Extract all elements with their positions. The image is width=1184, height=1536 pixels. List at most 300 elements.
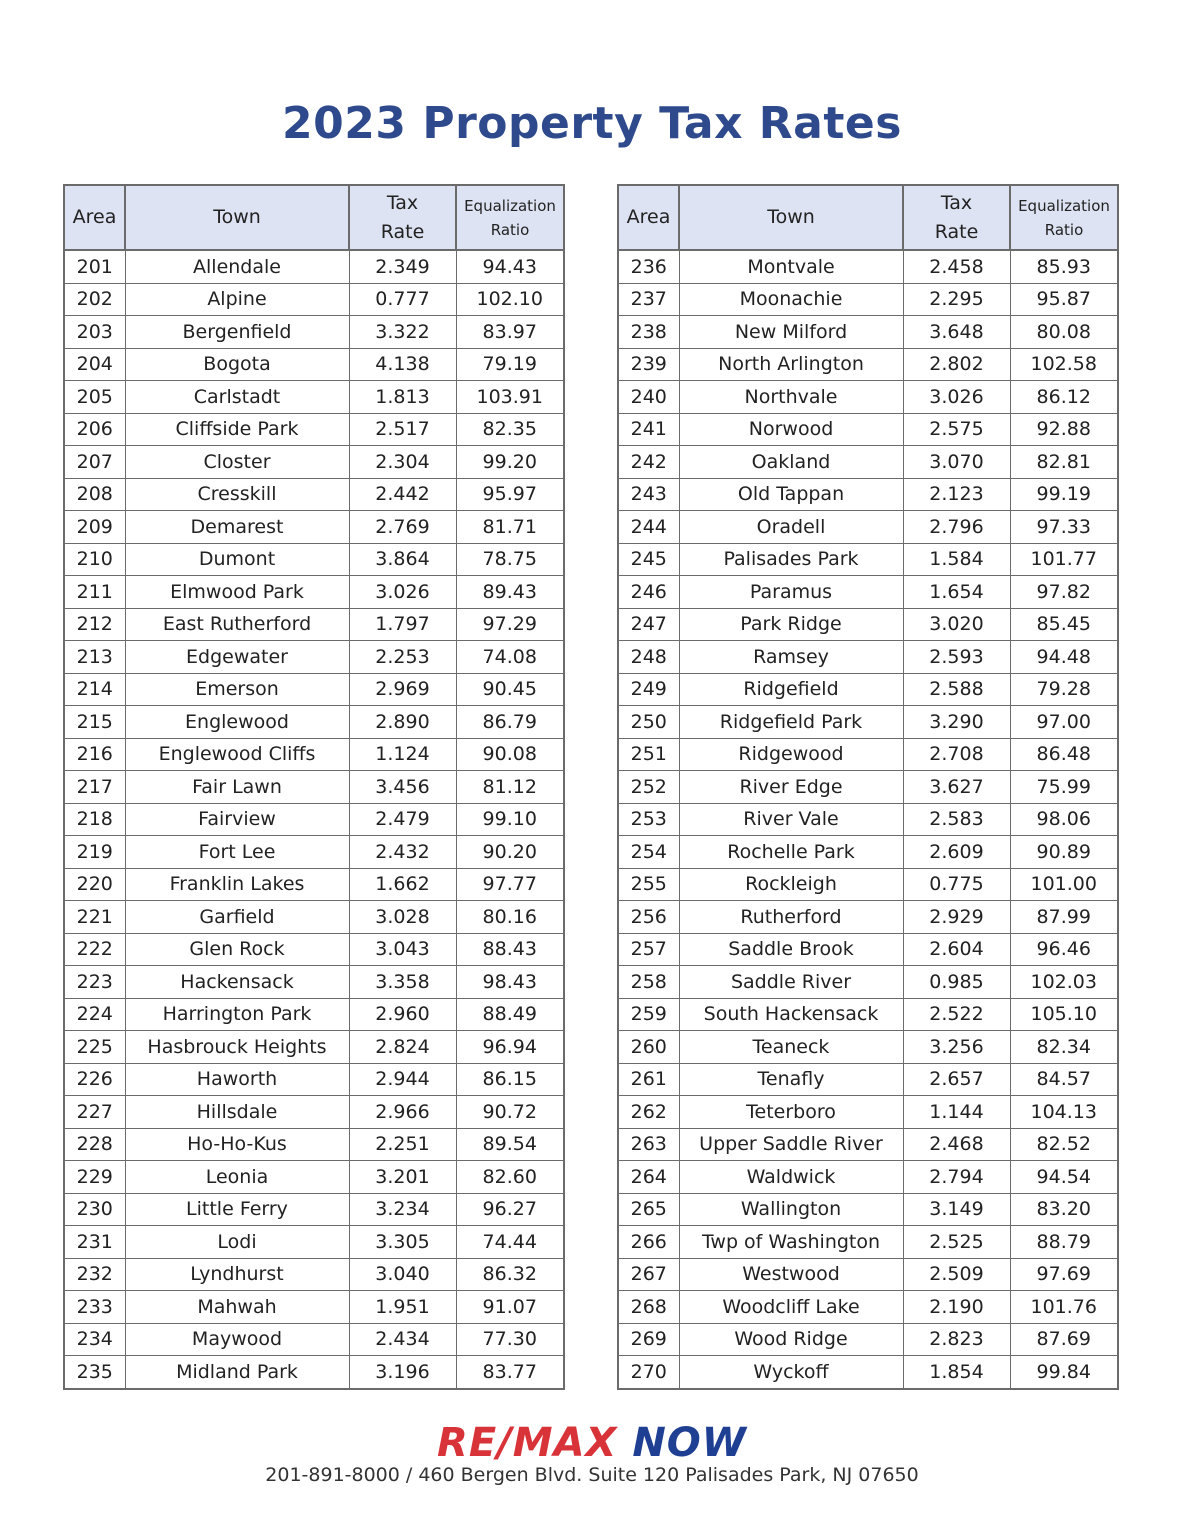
cell-area: 226 bbox=[64, 1063, 125, 1096]
cell-tax-rate: 2.295 bbox=[903, 283, 1010, 316]
cell-town: Fort Lee bbox=[125, 836, 349, 869]
cell-equalization-ratio: 85.45 bbox=[1010, 608, 1118, 641]
cell-area: 244 bbox=[618, 511, 679, 544]
header-equalization-ratio bbox=[1010, 185, 1118, 250]
cell-town: Maywood bbox=[125, 1323, 349, 1356]
cell-town: Oradell bbox=[679, 511, 903, 544]
table-row bbox=[618, 543, 1118, 576]
header-area: Area bbox=[64, 185, 125, 250]
cell-equalization-ratio: 74.44 bbox=[456, 1226, 564, 1259]
cell-equalization-ratio: 90.20 bbox=[456, 836, 564, 869]
cell-town: New Milford bbox=[679, 316, 903, 349]
cell-equalization-ratio: 94.43 bbox=[456, 250, 564, 283]
table-row bbox=[618, 1096, 1118, 1129]
cell-area: 231 bbox=[64, 1226, 125, 1259]
table-row bbox=[64, 1291, 564, 1324]
cell-area: 217 bbox=[64, 771, 125, 804]
cell-equalization-ratio: 101.77 bbox=[1010, 543, 1118, 576]
table-row bbox=[64, 771, 564, 804]
cell-equalization-ratio: 88.79 bbox=[1010, 1226, 1118, 1259]
table-row bbox=[64, 608, 564, 641]
cell-equalization-ratio: 98.43 bbox=[456, 966, 564, 999]
table-row bbox=[618, 1258, 1118, 1291]
cell-equalization-ratio: 82.81 bbox=[1010, 446, 1118, 479]
cell-equalization-ratio: 81.12 bbox=[456, 771, 564, 804]
cell-equalization-ratio: 80.16 bbox=[456, 901, 564, 934]
cell-equalization-ratio: 86.15 bbox=[456, 1063, 564, 1096]
table-row bbox=[64, 1128, 564, 1161]
table-row bbox=[618, 641, 1118, 674]
cell-town: Rutherford bbox=[679, 901, 903, 934]
cell-equalization-ratio: 96.46 bbox=[1010, 933, 1118, 966]
cell-town: Englewood bbox=[125, 706, 349, 739]
cell-town: Englewood Cliffs bbox=[125, 738, 349, 771]
cell-town: Westwood bbox=[679, 1258, 903, 1291]
cell-area: 270 bbox=[618, 1356, 679, 1389]
table-row bbox=[64, 1193, 564, 1226]
header-eq-line2: Ratio bbox=[1044, 220, 1084, 239]
table-row bbox=[618, 1031, 1118, 1064]
cell-area: 259 bbox=[618, 998, 679, 1031]
cell-tax-rate: 3.201 bbox=[349, 1161, 456, 1194]
table-row bbox=[618, 316, 1118, 349]
cell-tax-rate: 3.648 bbox=[903, 316, 1010, 349]
cell-town: Edgewater bbox=[125, 641, 349, 674]
cell-area: 243 bbox=[618, 478, 679, 511]
cell-equalization-ratio: 90.08 bbox=[456, 738, 564, 771]
header-tax-rate-line1: Tax bbox=[940, 191, 973, 214]
cell-equalization-ratio: 82.35 bbox=[456, 413, 564, 446]
cell-tax-rate: 4.138 bbox=[349, 348, 456, 381]
table-row bbox=[64, 1031, 564, 1064]
cell-equalization-ratio: 94.48 bbox=[1010, 641, 1118, 674]
cell-equalization-ratio: 102.03 bbox=[1010, 966, 1118, 999]
cell-area: 232 bbox=[64, 1258, 125, 1291]
table-row bbox=[618, 868, 1118, 901]
cell-town: River Vale bbox=[679, 803, 903, 836]
cell-area: 235 bbox=[64, 1356, 125, 1389]
table-row bbox=[64, 836, 564, 869]
table-row bbox=[618, 673, 1118, 706]
cell-town: Hillsdale bbox=[125, 1096, 349, 1129]
cell-tax-rate: 2.657 bbox=[903, 1063, 1010, 1096]
cell-area: 204 bbox=[64, 348, 125, 381]
cell-equalization-ratio: 99.84 bbox=[1010, 1356, 1118, 1389]
cell-equalization-ratio: 96.27 bbox=[456, 1193, 564, 1226]
cell-area: 222 bbox=[64, 933, 125, 966]
cell-tax-rate: 2.794 bbox=[903, 1161, 1010, 1194]
cell-town: Woodcliff Lake bbox=[679, 1291, 903, 1324]
cell-area: 227 bbox=[64, 1096, 125, 1129]
cell-tax-rate: 3.456 bbox=[349, 771, 456, 804]
cell-town: Teterboro bbox=[679, 1096, 903, 1129]
cell-area: 224 bbox=[64, 998, 125, 1031]
table-row bbox=[618, 250, 1118, 283]
cell-town: Allendale bbox=[125, 250, 349, 283]
cell-town: Lodi bbox=[125, 1226, 349, 1259]
cell-tax-rate: 1.951 bbox=[349, 1291, 456, 1324]
page-title: 2023 Property Tax Rates bbox=[282, 98, 902, 149]
cell-town: South Hackensack bbox=[679, 998, 903, 1031]
cell-area: 219 bbox=[64, 836, 125, 869]
cell-town: Mahwah bbox=[125, 1291, 349, 1324]
table-row bbox=[618, 446, 1118, 479]
table-row bbox=[618, 1356, 1118, 1389]
cell-tax-rate: 2.769 bbox=[349, 511, 456, 544]
table-row bbox=[64, 706, 564, 739]
cell-area: 225 bbox=[64, 1031, 125, 1064]
cell-town: Harrington Park bbox=[125, 998, 349, 1031]
cell-tax-rate: 3.234 bbox=[349, 1193, 456, 1226]
cell-tax-rate: 3.026 bbox=[903, 381, 1010, 414]
tax-table-left bbox=[63, 184, 565, 1390]
cell-equalization-ratio: 90.72 bbox=[456, 1096, 564, 1129]
cell-area: 215 bbox=[64, 706, 125, 739]
cell-area: 258 bbox=[618, 966, 679, 999]
cell-town: Bogota bbox=[125, 348, 349, 381]
cell-town: Midland Park bbox=[125, 1356, 349, 1389]
cell-tax-rate: 2.479 bbox=[349, 803, 456, 836]
cell-area: 210 bbox=[64, 543, 125, 576]
cell-town: Rockleigh bbox=[679, 868, 903, 901]
table-row bbox=[64, 803, 564, 836]
cell-town: Glen Rock bbox=[125, 933, 349, 966]
cell-town: Ho-Ho-Kus bbox=[125, 1128, 349, 1161]
cell-tax-rate: 2.468 bbox=[903, 1128, 1010, 1161]
cell-tax-rate: 1.662 bbox=[349, 868, 456, 901]
cell-town: Palisades Park bbox=[679, 543, 903, 576]
cell-tax-rate: 2.123 bbox=[903, 478, 1010, 511]
cell-tax-rate: 2.609 bbox=[903, 836, 1010, 869]
cell-equalization-ratio: 99.20 bbox=[456, 446, 564, 479]
cell-equalization-ratio: 105.10 bbox=[1010, 998, 1118, 1031]
cell-equalization-ratio: 101.00 bbox=[1010, 868, 1118, 901]
header-eq-line1: Equalization bbox=[1018, 196, 1110, 215]
cell-area: 238 bbox=[618, 316, 679, 349]
table-row bbox=[618, 478, 1118, 511]
cell-area: 256 bbox=[618, 901, 679, 934]
cell-equalization-ratio: 81.71 bbox=[456, 511, 564, 544]
cell-tax-rate: 2.969 bbox=[349, 673, 456, 706]
cell-town: Oakland bbox=[679, 446, 903, 479]
cell-area: 221 bbox=[64, 901, 125, 934]
table-row bbox=[618, 901, 1118, 934]
cell-equalization-ratio: 87.69 bbox=[1010, 1323, 1118, 1356]
table-row bbox=[64, 673, 564, 706]
cell-town: Elmwood Park bbox=[125, 576, 349, 609]
cell-tax-rate: 2.253 bbox=[349, 641, 456, 674]
table-row bbox=[618, 608, 1118, 641]
cell-area: 229 bbox=[64, 1161, 125, 1194]
cell-town: Alpine bbox=[125, 283, 349, 316]
table-row bbox=[64, 316, 564, 349]
cell-equalization-ratio: 90.89 bbox=[1010, 836, 1118, 869]
cell-town: Moonachie bbox=[679, 283, 903, 316]
cell-equalization-ratio: 89.43 bbox=[456, 576, 564, 609]
cell-town: East Rutherford bbox=[125, 608, 349, 641]
cell-equalization-ratio: 92.88 bbox=[1010, 413, 1118, 446]
cell-area: 249 bbox=[618, 673, 679, 706]
cell-area: 211 bbox=[64, 576, 125, 609]
cell-equalization-ratio: 86.48 bbox=[1010, 738, 1118, 771]
cell-town: Northvale bbox=[679, 381, 903, 414]
cell-equalization-ratio: 99.10 bbox=[456, 803, 564, 836]
table-row bbox=[618, 803, 1118, 836]
cell-equalization-ratio: 102.58 bbox=[1010, 348, 1118, 381]
cell-area: 213 bbox=[64, 641, 125, 674]
cell-town: Waldwick bbox=[679, 1161, 903, 1194]
cell-equalization-ratio: 97.29 bbox=[456, 608, 564, 641]
cell-area: 248 bbox=[618, 641, 679, 674]
cell-town: Garfield bbox=[125, 901, 349, 934]
cell-equalization-ratio: 102.10 bbox=[456, 283, 564, 316]
cell-area: 245 bbox=[618, 543, 679, 576]
cell-town: Cresskill bbox=[125, 478, 349, 511]
cell-tax-rate: 3.028 bbox=[349, 901, 456, 934]
cell-area: 236 bbox=[618, 250, 679, 283]
cell-area: 255 bbox=[618, 868, 679, 901]
table-row bbox=[64, 381, 564, 414]
table-row bbox=[64, 901, 564, 934]
cell-equalization-ratio: 95.97 bbox=[456, 478, 564, 511]
cell-equalization-ratio: 79.28 bbox=[1010, 673, 1118, 706]
cell-tax-rate: 2.458 bbox=[903, 250, 1010, 283]
cell-area: 228 bbox=[64, 1128, 125, 1161]
table-row bbox=[618, 348, 1118, 381]
table-row bbox=[618, 576, 1118, 609]
cell-tax-rate: 2.349 bbox=[349, 250, 456, 283]
cell-tax-rate: 1.144 bbox=[903, 1096, 1010, 1129]
cell-town: River Edge bbox=[679, 771, 903, 804]
cell-equalization-ratio: 96.94 bbox=[456, 1031, 564, 1064]
cell-tax-rate: 3.358 bbox=[349, 966, 456, 999]
cell-area: 254 bbox=[618, 836, 679, 869]
cell-tax-rate: 3.070 bbox=[903, 446, 1010, 479]
cell-equalization-ratio: 97.82 bbox=[1010, 576, 1118, 609]
table-row bbox=[618, 1323, 1118, 1356]
table-row bbox=[64, 1323, 564, 1356]
table-row bbox=[64, 1356, 564, 1389]
cell-equalization-ratio: 97.69 bbox=[1010, 1258, 1118, 1291]
cell-town: Fairview bbox=[125, 803, 349, 836]
cell-town: Hackensack bbox=[125, 966, 349, 999]
cell-area: 203 bbox=[64, 316, 125, 349]
table-row bbox=[64, 1161, 564, 1194]
cell-tax-rate: 2.251 bbox=[349, 1128, 456, 1161]
cell-equalization-ratio: 104.13 bbox=[1010, 1096, 1118, 1129]
header-equalization-ratio bbox=[456, 185, 564, 250]
cell-tax-rate: 3.026 bbox=[349, 576, 456, 609]
table-row bbox=[618, 1063, 1118, 1096]
cell-tax-rate: 3.043 bbox=[349, 933, 456, 966]
cell-area: 268 bbox=[618, 1291, 679, 1324]
table-row bbox=[618, 933, 1118, 966]
table-row bbox=[618, 1226, 1118, 1259]
table-row bbox=[618, 1291, 1118, 1324]
remax-now-logo bbox=[0, 1420, 1184, 1466]
cell-equalization-ratio: 97.33 bbox=[1010, 511, 1118, 544]
cell-equalization-ratio: 78.75 bbox=[456, 543, 564, 576]
cell-town: Dumont bbox=[125, 543, 349, 576]
cell-equalization-ratio: 82.60 bbox=[456, 1161, 564, 1194]
cell-equalization-ratio: 74.08 bbox=[456, 641, 564, 674]
cell-tax-rate: 2.944 bbox=[349, 1063, 456, 1096]
cell-area: 266 bbox=[618, 1226, 679, 1259]
cell-town: Franklin Lakes bbox=[125, 868, 349, 901]
table-row bbox=[64, 413, 564, 446]
cell-tax-rate: 2.509 bbox=[903, 1258, 1010, 1291]
cell-town: Rochelle Park bbox=[679, 836, 903, 869]
table-row bbox=[64, 738, 564, 771]
cell-area: 207 bbox=[64, 446, 125, 479]
logo-remax-text: RE/MAX bbox=[437, 1420, 618, 1466]
table-row bbox=[618, 511, 1118, 544]
cell-tax-rate: 2.190 bbox=[903, 1291, 1010, 1324]
cell-tax-rate: 1.797 bbox=[349, 608, 456, 641]
cell-tax-rate: 3.322 bbox=[349, 316, 456, 349]
cell-area: 218 bbox=[64, 803, 125, 836]
table-row bbox=[64, 250, 564, 283]
cell-town: Upper Saddle River bbox=[679, 1128, 903, 1161]
cell-area: 263 bbox=[618, 1128, 679, 1161]
cell-equalization-ratio: 91.07 bbox=[456, 1291, 564, 1324]
table-row bbox=[618, 1161, 1118, 1194]
cell-tax-rate: 2.929 bbox=[903, 901, 1010, 934]
cell-equalization-ratio: 86.32 bbox=[456, 1258, 564, 1291]
cell-equalization-ratio: 83.97 bbox=[456, 316, 564, 349]
cell-area: 206 bbox=[64, 413, 125, 446]
cell-tax-rate: 2.823 bbox=[903, 1323, 1010, 1356]
table-row bbox=[64, 283, 564, 316]
cell-tax-rate: 1.124 bbox=[349, 738, 456, 771]
cell-equalization-ratio: 97.00 bbox=[1010, 706, 1118, 739]
cell-equalization-ratio: 83.77 bbox=[456, 1356, 564, 1389]
cell-equalization-ratio: 82.52 bbox=[1010, 1128, 1118, 1161]
cell-area: 241 bbox=[618, 413, 679, 446]
cell-equalization-ratio: 77.30 bbox=[456, 1323, 564, 1356]
cell-tax-rate: 0.985 bbox=[903, 966, 1010, 999]
cell-area: 267 bbox=[618, 1258, 679, 1291]
logo-now-text: NOW bbox=[632, 1420, 747, 1466]
header-tax-rate-line2: Rate bbox=[934, 220, 979, 243]
cell-equalization-ratio: 101.76 bbox=[1010, 1291, 1118, 1324]
cell-equalization-ratio: 97.77 bbox=[456, 868, 564, 901]
cell-town: Ramsey bbox=[679, 641, 903, 674]
header-eq-line2: Ratio bbox=[490, 220, 530, 239]
header-eq-line1: Equalization bbox=[464, 196, 556, 215]
cell-tax-rate: 2.824 bbox=[349, 1031, 456, 1064]
cell-area: 230 bbox=[64, 1193, 125, 1226]
cell-area: 251 bbox=[618, 738, 679, 771]
cell-tax-rate: 2.796 bbox=[903, 511, 1010, 544]
table-header-row bbox=[64, 185, 564, 250]
table-row bbox=[618, 1128, 1118, 1161]
table-row bbox=[64, 868, 564, 901]
cell-town: Tenafly bbox=[679, 1063, 903, 1096]
table-row bbox=[618, 966, 1118, 999]
cell-area: 257 bbox=[618, 933, 679, 966]
cell-area: 239 bbox=[618, 348, 679, 381]
cell-area: 205 bbox=[64, 381, 125, 414]
cell-equalization-ratio: 83.20 bbox=[1010, 1193, 1118, 1226]
table-row bbox=[64, 933, 564, 966]
cell-area: 237 bbox=[618, 283, 679, 316]
cell-town: North Arlington bbox=[679, 348, 903, 381]
cell-tax-rate: 2.890 bbox=[349, 706, 456, 739]
table-row bbox=[618, 771, 1118, 804]
cell-tax-rate: 0.775 bbox=[903, 868, 1010, 901]
cell-area: 223 bbox=[64, 966, 125, 999]
cell-area: 233 bbox=[64, 1291, 125, 1324]
cell-area: 264 bbox=[618, 1161, 679, 1194]
cell-area: 260 bbox=[618, 1031, 679, 1064]
cell-town: Ridgefield Park bbox=[679, 706, 903, 739]
table-row bbox=[618, 1193, 1118, 1226]
cell-equalization-ratio: 82.34 bbox=[1010, 1031, 1118, 1064]
cell-town: Haworth bbox=[125, 1063, 349, 1096]
cell-equalization-ratio: 98.06 bbox=[1010, 803, 1118, 836]
cell-equalization-ratio: 85.93 bbox=[1010, 250, 1118, 283]
table-row bbox=[618, 706, 1118, 739]
table-row bbox=[618, 836, 1118, 869]
cell-tax-rate: 2.583 bbox=[903, 803, 1010, 836]
cell-town: Saddle Brook bbox=[679, 933, 903, 966]
cell-equalization-ratio: 88.49 bbox=[456, 998, 564, 1031]
header-area: Area bbox=[618, 185, 679, 250]
table-row bbox=[618, 413, 1118, 446]
table-row bbox=[64, 511, 564, 544]
cell-town: Hasbrouck Heights bbox=[125, 1031, 349, 1064]
cell-area: 262 bbox=[618, 1096, 679, 1129]
cell-town: Carlstadt bbox=[125, 381, 349, 414]
cell-area: 220 bbox=[64, 868, 125, 901]
table-row bbox=[618, 381, 1118, 414]
cell-town: Paramus bbox=[679, 576, 903, 609]
tax-table-right bbox=[617, 184, 1119, 1390]
cell-equalization-ratio: 88.43 bbox=[456, 933, 564, 966]
table-row bbox=[64, 966, 564, 999]
table-row bbox=[64, 446, 564, 479]
cell-town: Demarest bbox=[125, 511, 349, 544]
cell-equalization-ratio: 80.08 bbox=[1010, 316, 1118, 349]
cell-equalization-ratio: 103.91 bbox=[456, 381, 564, 414]
table-row bbox=[64, 998, 564, 1031]
cell-tax-rate: 3.290 bbox=[903, 706, 1010, 739]
cell-equalization-ratio: 95.87 bbox=[1010, 283, 1118, 316]
cell-town: Wood Ridge bbox=[679, 1323, 903, 1356]
cell-town: Saddle River bbox=[679, 966, 903, 999]
cell-tax-rate: 2.966 bbox=[349, 1096, 456, 1129]
cell-tax-rate: 2.517 bbox=[349, 413, 456, 446]
cell-town: Fair Lawn bbox=[125, 771, 349, 804]
table-row bbox=[618, 738, 1118, 771]
cell-area: 253 bbox=[618, 803, 679, 836]
cell-tax-rate: 0.777 bbox=[349, 283, 456, 316]
cell-tax-rate: 1.813 bbox=[349, 381, 456, 414]
cell-area: 247 bbox=[618, 608, 679, 641]
header-tax-rate-line1: Tax bbox=[386, 191, 419, 214]
cell-tax-rate: 2.442 bbox=[349, 478, 456, 511]
table-row bbox=[64, 641, 564, 674]
cell-equalization-ratio: 87.99 bbox=[1010, 901, 1118, 934]
cell-equalization-ratio: 94.54 bbox=[1010, 1161, 1118, 1194]
cell-town: Closter bbox=[125, 446, 349, 479]
cell-tax-rate: 2.604 bbox=[903, 933, 1010, 966]
cell-tax-rate: 2.525 bbox=[903, 1226, 1010, 1259]
header-tax-rate bbox=[903, 185, 1010, 250]
cell-tax-rate: 3.196 bbox=[349, 1356, 456, 1389]
cell-tax-rate: 2.802 bbox=[903, 348, 1010, 381]
